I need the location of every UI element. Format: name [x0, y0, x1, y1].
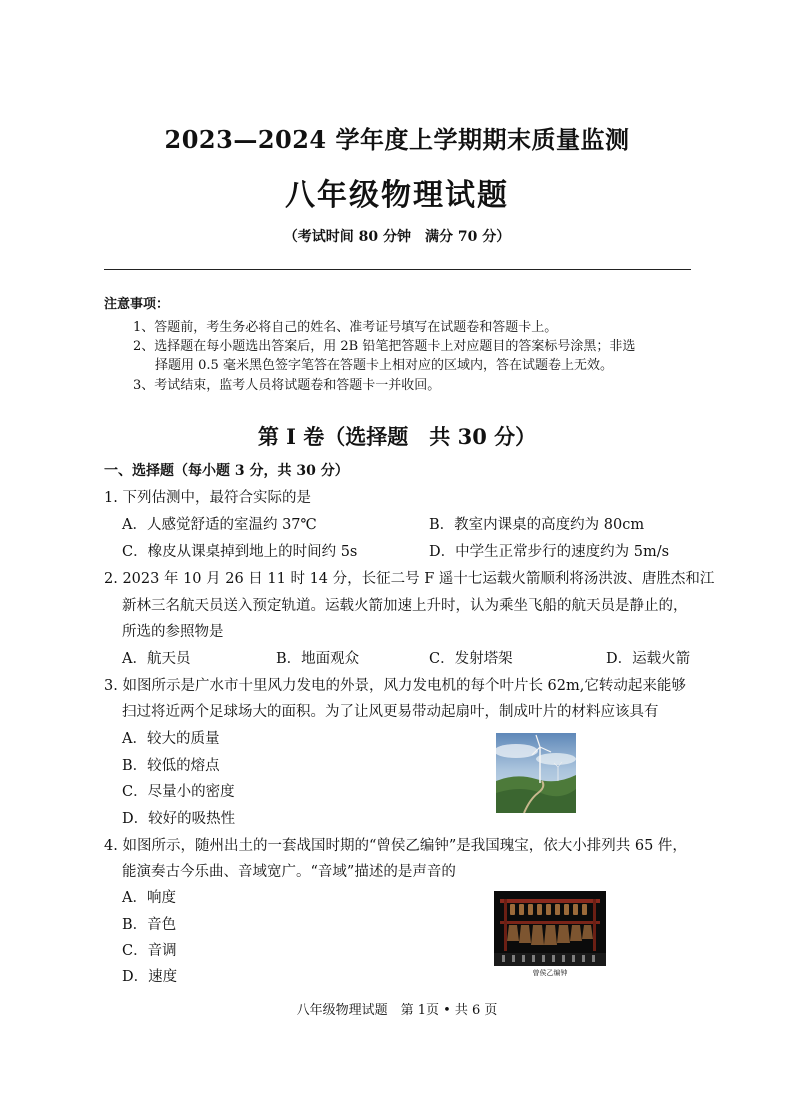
chime-bells-caption: 曾侯乙编钟 [532, 969, 568, 977]
question-2-stem: 所选的参照物是 [122, 624, 224, 640]
question-2-option-a: A．航天员 [122, 651, 191, 667]
question-4-option-d: D．速度 [122, 969, 178, 985]
question-3-option-d: D．较好的吸热性 [122, 811, 236, 827]
notice-item: 3、考试结束，监考人员将试题卷和答题卡一并收回。 [133, 378, 441, 393]
question-3-option-a: A．较大的质量 [122, 731, 220, 747]
header-divider [104, 269, 691, 270]
question-1-option-a: A．人感觉舒适的室温约 37℃ [122, 517, 317, 533]
section-title: 第 I 卷（选择题 共 30 分） [257, 424, 537, 449]
notice-item: 2、选择题在每小题选出答案后，用 2B 铅笔把答题卡上对应题目的答案标号涂黑；非选 [133, 339, 636, 354]
question-3-stem: 3. 如图所示是广水市十里风力发电的外景，风力发电机的每个叶片长 62m,它转动起来能够 [104, 678, 686, 694]
question-4-stem: 4. 如图所示，随州出土的一套战国时期的“曾侯乙编钟”是我国瑰宝，依大小排列共 65 件， [104, 838, 687, 854]
question-4-option-c: C．音调 [122, 943, 177, 959]
question-2-stem: 2. 2023 年 10 月 26 日 11 时 14 分，长征二号 F 遥十七运载火箭顺利将汤洪波、唐胜杰和江 [104, 571, 715, 587]
question-2-option-b: B．地面观众 [276, 651, 360, 667]
question-4-stem: 能演奏古今乐曲、音域宽广。“音域”描述的是声音的 [122, 864, 456, 880]
notice-item: 1、答题前，考生务必将自己的姓名、准考证号填写在试题卷和答题卡上。 [133, 320, 558, 335]
notice-item: 择题用 0.5 毫米黑色签字笔答在答题卡上相对应的区域内，答在试题卷上无效。 [155, 358, 613, 373]
exam-title-subject: 八年级物理试题 [285, 178, 509, 213]
question-3-option-b: B．较低的熔点 [122, 758, 220, 774]
question-4-option-b: B．音色 [122, 917, 177, 933]
question-3-option-c: C．尽量小的密度 [122, 784, 235, 800]
chime-bells-photo [494, 891, 606, 966]
question-1-stem: 1. 下列估测中，最符合实际的是 [104, 490, 311, 506]
question-1-option-c: C．橡皮从课桌掉到地上的时间约 5s [122, 544, 358, 560]
notice-title: 注意事项： [104, 297, 170, 312]
question-4-option-a: A．响度 [122, 890, 176, 906]
question-2-stem: 新林三名航天员送入预定轨道。运载火箭加速上升时，认为乘坐飞船的航天员是静止的， [122, 598, 688, 614]
question-3-stem: 扫过将近两个足球场大的面积。为了让风更易带动起扇叶，制成叶片的材料应该具有 [122, 704, 659, 720]
exam-meta: （考试时间 80 分钟 满分 70 分） [283, 229, 511, 245]
question-1-option-d: D．中学生正常步行的速度约为 5m/s [429, 544, 670, 560]
question-2-option-c: C．发射塔架 [429, 651, 513, 667]
page-footer: 八年级物理试题 第 1页 • 共 6 页 [296, 1003, 498, 1018]
exam-title-year: 2023—2024 学年度上学期期末质量监测 [164, 125, 630, 154]
question-1-option-b: B．教室内课桌的高度约为 80cm [429, 517, 645, 533]
wind-turbine-photo [496, 733, 576, 813]
question-2-option-d: D．运载火箭 [606, 651, 691, 667]
part-title: 一、选择题（每小题 3 分，共 30 分） [104, 463, 349, 479]
